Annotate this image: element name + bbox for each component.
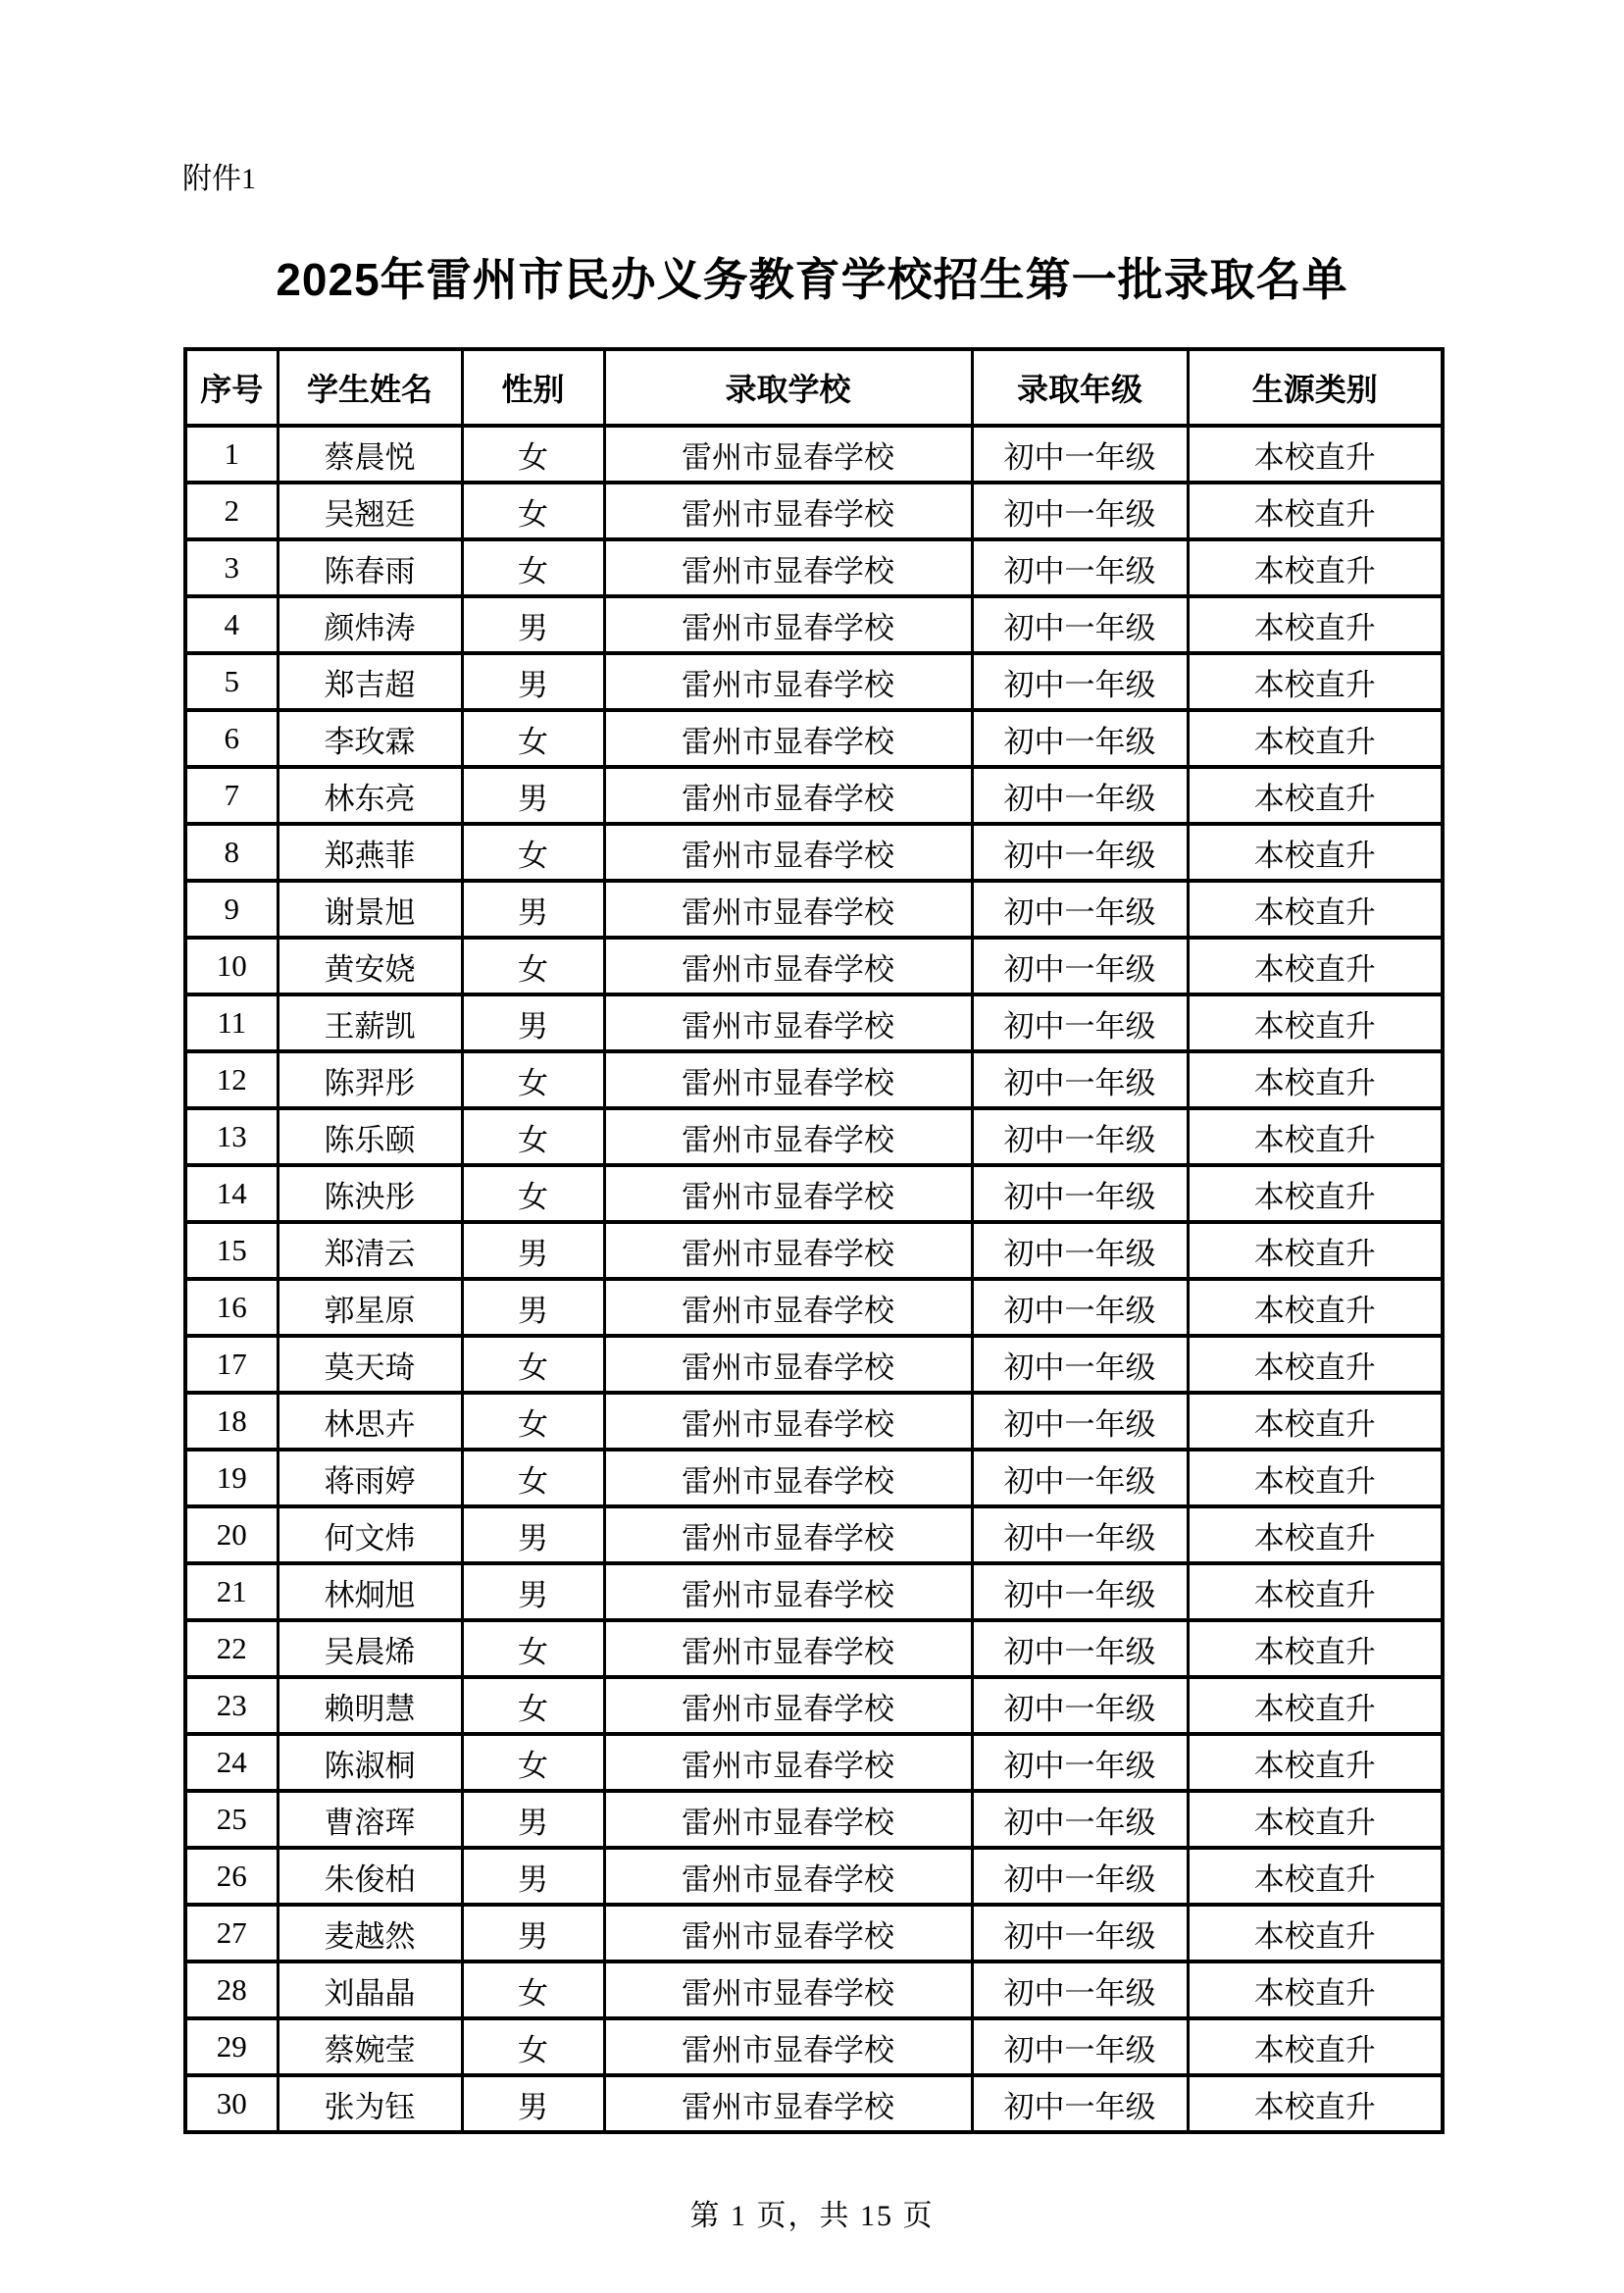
cell-gender: 男 [462,1848,604,1905]
cell-serial: 10 [185,938,278,994]
cell-source: 本校直升 [1188,1677,1443,1734]
cell-serial: 14 [185,1165,278,1222]
table-row [185,2018,1443,2075]
cell-school: 雷州市显春学校 [604,1279,972,1336]
cell-name: 林东亮 [278,767,462,824]
table-row [185,824,1443,881]
cell-name: 颜炜涛 [278,596,462,653]
cell-source: 本校直升 [1188,426,1443,483]
cell-source: 本校直升 [1188,710,1443,767]
cell-gender: 男 [462,994,604,1051]
cell-source: 本校直升 [1188,1165,1443,1222]
cell-grade: 初中一年级 [972,1848,1188,1905]
header-cell-gender: 性别 [462,349,604,426]
attachment-label: 附件1 [182,163,256,195]
cell-serial: 6 [185,710,278,767]
admission-table [183,347,1445,2134]
cell-grade: 初中一年级 [972,1279,1188,1336]
cell-grade: 初中一年级 [972,596,1188,653]
cell-serial: 8 [185,824,278,881]
table-row [185,1279,1443,1336]
cell-grade: 初中一年级 [972,426,1188,483]
cell-source: 本校直升 [1188,1222,1443,1279]
cell-grade: 初中一年级 [972,938,1188,994]
cell-serial: 22 [185,1620,278,1677]
cell-name: 陈乐颐 [278,1108,462,1165]
cell-gender: 男 [462,596,604,653]
table-row [185,1222,1443,1279]
cell-school: 雷州市显春学校 [604,1620,972,1677]
cell-grade: 初中一年级 [972,1677,1188,1734]
table-row [185,1962,1443,2018]
cell-source: 本校直升 [1188,767,1443,824]
cell-source: 本校直升 [1188,1905,1443,1962]
cell-name: 陈春雨 [278,539,462,596]
cell-gender: 男 [462,1222,604,1279]
cell-grade: 初中一年级 [972,653,1188,710]
cell-serial: 28 [185,1962,278,2018]
cell-grade: 初中一年级 [972,1450,1188,1506]
table-row [185,1848,1443,1905]
cell-grade: 初中一年级 [972,2018,1188,2075]
cell-grade: 初中一年级 [972,994,1188,1051]
table-row [185,1734,1443,1791]
table-row [185,1677,1443,1734]
cell-serial: 3 [185,539,278,596]
cell-school: 雷州市显春学校 [604,881,972,938]
cell-source: 本校直升 [1188,1848,1443,1905]
cell-school: 雷州市显春学校 [604,1563,972,1620]
cell-source: 本校直升 [1188,1734,1443,1791]
cell-source: 本校直升 [1188,1791,1443,1848]
cell-name: 陈泱彤 [278,1165,462,1222]
cell-school: 雷州市显春学校 [604,994,972,1051]
cell-gender: 女 [462,1108,604,1165]
table-row [185,767,1443,824]
cell-source: 本校直升 [1188,994,1443,1051]
page-title: 2025年雷州市民办义务教育学校招生第一批录取名单 [276,254,1348,305]
cell-source: 本校直升 [1188,1506,1443,1563]
cell-serial: 29 [185,2018,278,2075]
cell-school: 雷州市显春学校 [604,1108,972,1165]
cell-gender: 男 [462,767,604,824]
table-row [185,994,1443,1051]
cell-school: 雷州市显春学校 [604,938,972,994]
table-row [185,1506,1443,1563]
cell-serial: 12 [185,1051,278,1108]
cell-gender: 女 [462,1962,604,2018]
cell-name: 吴翘廷 [278,483,462,539]
cell-school: 雷州市显春学校 [604,1905,972,1962]
cell-gender: 女 [462,824,604,881]
cell-serial: 1 [185,426,278,483]
cell-serial: 5 [185,653,278,710]
cell-name: 陈淑桐 [278,1734,462,1791]
cell-name: 林思卉 [278,1393,462,1450]
cell-serial: 20 [185,1506,278,1563]
cell-name: 吴晨烯 [278,1620,462,1677]
cell-source: 本校直升 [1188,824,1443,881]
header-cell-serial: 序号 [185,349,278,426]
cell-grade: 初中一年级 [972,539,1188,596]
cell-serial: 21 [185,1563,278,1620]
cell-name: 郑吉超 [278,653,462,710]
table-row [185,1336,1443,1393]
cell-grade: 初中一年级 [972,1108,1188,1165]
cell-gender: 男 [462,2075,604,2132]
cell-serial: 19 [185,1450,278,1506]
cell-grade: 初中一年级 [972,1051,1188,1108]
cell-gender: 女 [462,483,604,539]
table-row [185,2075,1443,2132]
table-row [185,938,1443,994]
cell-school: 雷州市显春学校 [604,1791,972,1848]
cell-source: 本校直升 [1188,881,1443,938]
cell-school: 雷州市显春学校 [604,1222,972,1279]
cell-source: 本校直升 [1188,1051,1443,1108]
cell-gender: 男 [462,1563,604,1620]
cell-source: 本校直升 [1188,938,1443,994]
table-row [185,1108,1443,1165]
cell-name: 黄安娆 [278,938,462,994]
cell-school: 雷州市显春学校 [604,1962,972,2018]
cell-source: 本校直升 [1188,1108,1443,1165]
cell-school: 雷州市显春学校 [604,710,972,767]
cell-gender: 男 [462,1279,604,1336]
cell-source: 本校直升 [1188,2075,1443,2132]
cell-source: 本校直升 [1188,483,1443,539]
cell-school: 雷州市显春学校 [604,653,972,710]
cell-serial: 26 [185,1848,278,1905]
cell-serial: 25 [185,1791,278,1848]
cell-grade: 初中一年级 [972,1620,1188,1677]
cell-school: 雷州市显春学校 [604,1336,972,1393]
cell-grade: 初中一年级 [972,1393,1188,1450]
cell-gender: 男 [462,1791,604,1848]
cell-serial: 27 [185,1905,278,1962]
cell-source: 本校直升 [1188,1450,1443,1506]
cell-school: 雷州市显春学校 [604,426,972,483]
cell-serial: 9 [185,881,278,938]
cell-gender: 男 [462,1905,604,1962]
cell-source: 本校直升 [1188,1563,1443,1620]
table-row [185,653,1443,710]
cell-name: 麦越然 [278,1905,462,1962]
cell-gender: 女 [462,1677,604,1734]
cell-name: 郑清云 [278,1222,462,1279]
cell-grade: 初中一年级 [972,1336,1188,1393]
table-row [185,881,1443,938]
cell-school: 雷州市显春学校 [604,539,972,596]
cell-school: 雷州市显春学校 [604,1677,972,1734]
table-row [185,1563,1443,1620]
cell-grade: 初中一年级 [972,824,1188,881]
cell-name: 谢景旭 [278,881,462,938]
table-row [185,426,1443,483]
cell-serial: 11 [185,994,278,1051]
cell-gender: 男 [462,881,604,938]
cell-school: 雷州市显春学校 [604,1734,972,1791]
cell-school: 雷州市显春学校 [604,824,972,881]
table-header-row [185,349,1443,426]
cell-name: 郑燕菲 [278,824,462,881]
cell-source: 本校直升 [1188,653,1443,710]
cell-name: 莫天琦 [278,1336,462,1393]
cell-grade: 初中一年级 [972,767,1188,824]
page-footer: 第 1 页，共 15 页 [689,2200,935,2232]
cell-serial: 16 [185,1279,278,1336]
cell-gender: 女 [462,938,604,994]
table-row [185,1165,1443,1222]
cell-grade: 初中一年级 [972,1222,1188,1279]
cell-name: 张为钰 [278,2075,462,2132]
table-row [185,596,1443,653]
cell-school: 雷州市显春学校 [604,2018,972,2075]
cell-grade: 初中一年级 [972,1905,1188,1962]
cell-source: 本校直升 [1188,2018,1443,2075]
cell-serial: 18 [185,1393,278,1450]
cell-gender: 女 [462,1165,604,1222]
cell-grade: 初中一年级 [972,1734,1188,1791]
cell-gender: 女 [462,2018,604,2075]
cell-serial: 15 [185,1222,278,1279]
table-body [185,426,1443,2132]
cell-grade: 初中一年级 [972,1791,1188,1848]
cell-name: 曹溶珲 [278,1791,462,1848]
cell-school: 雷州市显春学校 [604,483,972,539]
cell-school: 雷州市显春学校 [604,596,972,653]
table-row [185,1393,1443,1450]
cell-gender: 男 [462,653,604,710]
cell-serial: 13 [185,1108,278,1165]
header-cell-grade: 录取年级 [972,349,1188,426]
cell-name: 李玫霖 [278,710,462,767]
cell-serial: 4 [185,596,278,653]
cell-grade: 初中一年级 [972,483,1188,539]
cell-gender: 女 [462,426,604,483]
table-row [185,1450,1443,1506]
cell-gender: 女 [462,1450,604,1506]
cell-gender: 女 [462,539,604,596]
cell-name: 陈羿彤 [278,1051,462,1108]
cell-gender: 女 [462,710,604,767]
cell-grade: 初中一年级 [972,2075,1188,2132]
table-row [185,1620,1443,1677]
table-row [185,483,1443,539]
cell-grade: 初中一年级 [972,710,1188,767]
table-row [185,710,1443,767]
cell-grade: 初中一年级 [972,1962,1188,2018]
cell-serial: 23 [185,1677,278,1734]
cell-name: 朱俊柏 [278,1848,462,1905]
cell-school: 雷州市显春学校 [604,1450,972,1506]
cell-serial: 2 [185,483,278,539]
cell-name: 林炯旭 [278,1563,462,1620]
cell-school: 雷州市显春学校 [604,2075,972,2132]
cell-source: 本校直升 [1188,1620,1443,1677]
table-row [185,1905,1443,1962]
cell-name: 蔡婉莹 [278,2018,462,2075]
cell-gender: 女 [462,1620,604,1677]
cell-gender: 女 [462,1051,604,1108]
cell-source: 本校直升 [1188,1279,1443,1336]
cell-gender: 女 [462,1734,604,1791]
cell-gender: 男 [462,1506,604,1563]
cell-source: 本校直升 [1188,539,1443,596]
cell-source: 本校直升 [1188,1336,1443,1393]
cell-name: 赖明慧 [278,1677,462,1734]
cell-serial: 17 [185,1336,278,1393]
cell-gender: 女 [462,1393,604,1450]
cell-school: 雷州市显春学校 [604,1848,972,1905]
cell-school: 雷州市显春学校 [604,1506,972,1563]
cell-school: 雷州市显春学校 [604,1051,972,1108]
cell-source: 本校直升 [1188,1393,1443,1450]
cell-name: 王薪凯 [278,994,462,1051]
cell-name: 郭星原 [278,1279,462,1336]
cell-school: 雷州市显春学校 [604,767,972,824]
cell-source: 本校直升 [1188,1962,1443,2018]
cell-name: 何文炜 [278,1506,462,1563]
cell-source: 本校直升 [1188,596,1443,653]
cell-name: 蔡晨悦 [278,426,462,483]
table-row [185,1051,1443,1108]
cell-serial: 24 [185,1734,278,1791]
header-cell-source: 生源类别 [1188,349,1443,426]
cell-grade: 初中一年级 [972,1506,1188,1563]
cell-serial: 30 [185,2075,278,2132]
cell-grade: 初中一年级 [972,1563,1188,1620]
cell-gender: 女 [462,1336,604,1393]
table-row [185,539,1443,596]
cell-grade: 初中一年级 [972,1165,1188,1222]
table-row [185,1791,1443,1848]
cell-name: 蒋雨婷 [278,1450,462,1506]
cell-serial: 7 [185,767,278,824]
header-cell-name: 学生姓名 [278,349,462,426]
cell-school: 雷州市显春学校 [604,1393,972,1450]
cell-school: 雷州市显春学校 [604,1165,972,1222]
cell-grade: 初中一年级 [972,881,1188,938]
cell-name: 刘晶晶 [278,1962,462,2018]
header-cell-school: 录取学校 [604,349,972,426]
